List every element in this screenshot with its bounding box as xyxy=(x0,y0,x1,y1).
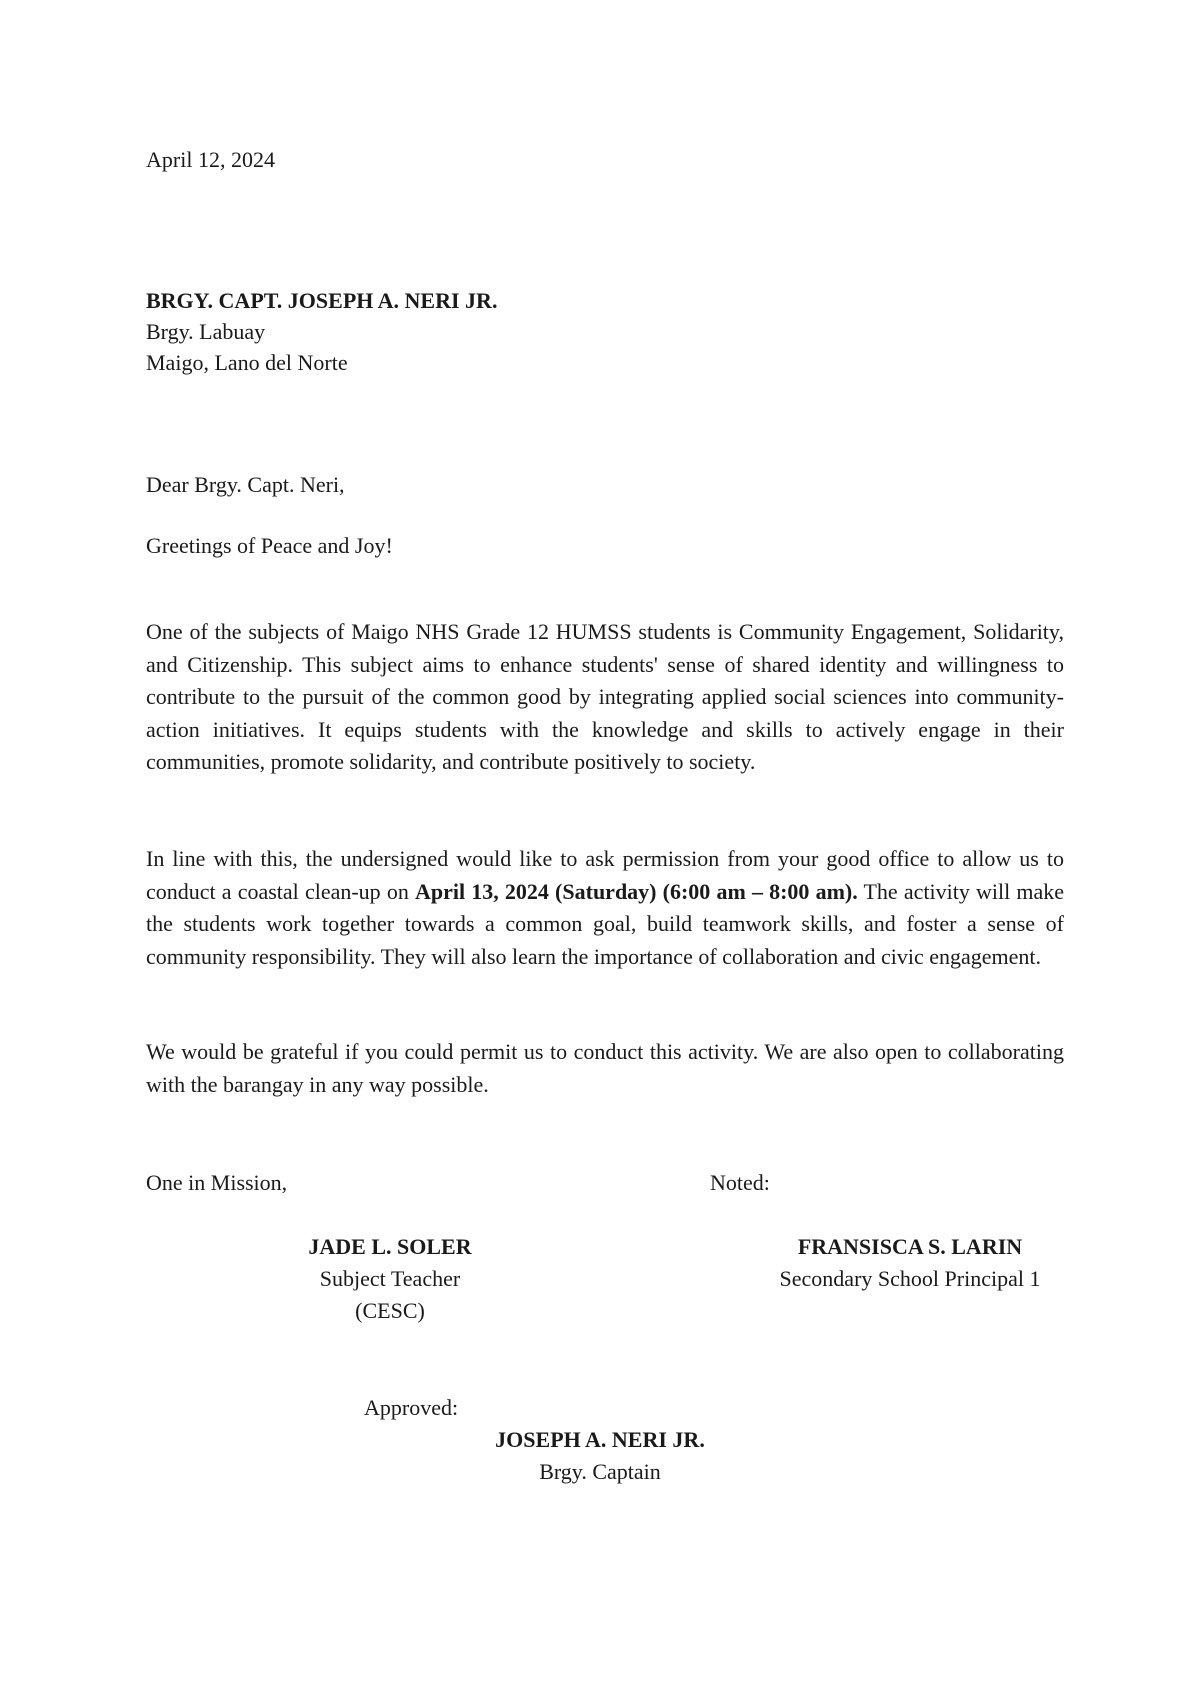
closing: One in Mission, xyxy=(146,1170,288,1195)
activity-date-time: April 13, 2024 (Saturday) (6:00 am – 8:00 am). xyxy=(414,878,858,904)
body-paragraph-2 xyxy=(146,843,1064,973)
approved-label: Approved: xyxy=(364,1395,459,1420)
paragraph-2-text-after: The activity will make the students work together towards a common goal, build teamwork skills, and foster a sense of community responsibility. They will also learn the importance of collaboration and civic engagement. xyxy=(146,878,1064,969)
principal-name: FRANSISCA S. LARIN xyxy=(797,1234,1023,1259)
letter-date: April 12, 2024 xyxy=(146,147,275,172)
body-paragraph-1: One of the subjects of Maigo NHS Grade 12 HUMSS students is Community Engagement, Solidarity, and Citizenship. This subject aims to enhance students' sense of shared identity and willingness to contribute to the pursuit of the common good by integrating applied social sciences into community-action initiatives. It equips students with the knowledge and skills to actively engage in their communities, promote solidarity, and contribute positively to society. xyxy=(146,619,1064,774)
salutation: Dear Brgy. Capt. Neri, xyxy=(146,472,345,497)
body-paragraph-3: We would be grateful if you could permit us to conduct this activity. We are also open to collaborating with the barangay in any way possible. xyxy=(146,1039,1064,1097)
recipient-address-line1: Brgy. Labuay xyxy=(146,319,266,344)
teacher-subtitle: (CESC) xyxy=(355,1298,425,1323)
captain-title: Brgy. Captain xyxy=(539,1459,661,1484)
principal-title: Secondary School Principal 1 xyxy=(779,1266,1041,1291)
paragraph-2-text-before: In line with this, the undersigned would like to ask permission from your good office to allow us to conduct a coastal clean-up on xyxy=(146,846,1064,904)
teacher-title: Subject Teacher xyxy=(319,1266,461,1291)
teacher-name: JADE L. SOLER xyxy=(308,1234,472,1259)
noted-label: Noted: xyxy=(710,1170,770,1195)
greeting: Greetings of Peace and Joy! xyxy=(146,533,393,558)
captain-name: JOSEPH A. NERI JR. xyxy=(495,1427,705,1452)
recipient-name: BRGY. CAPT. JOSEPH A. NERI JR. xyxy=(146,288,498,313)
recipient-address-line2: Maigo, Lano del Norte xyxy=(146,350,348,375)
